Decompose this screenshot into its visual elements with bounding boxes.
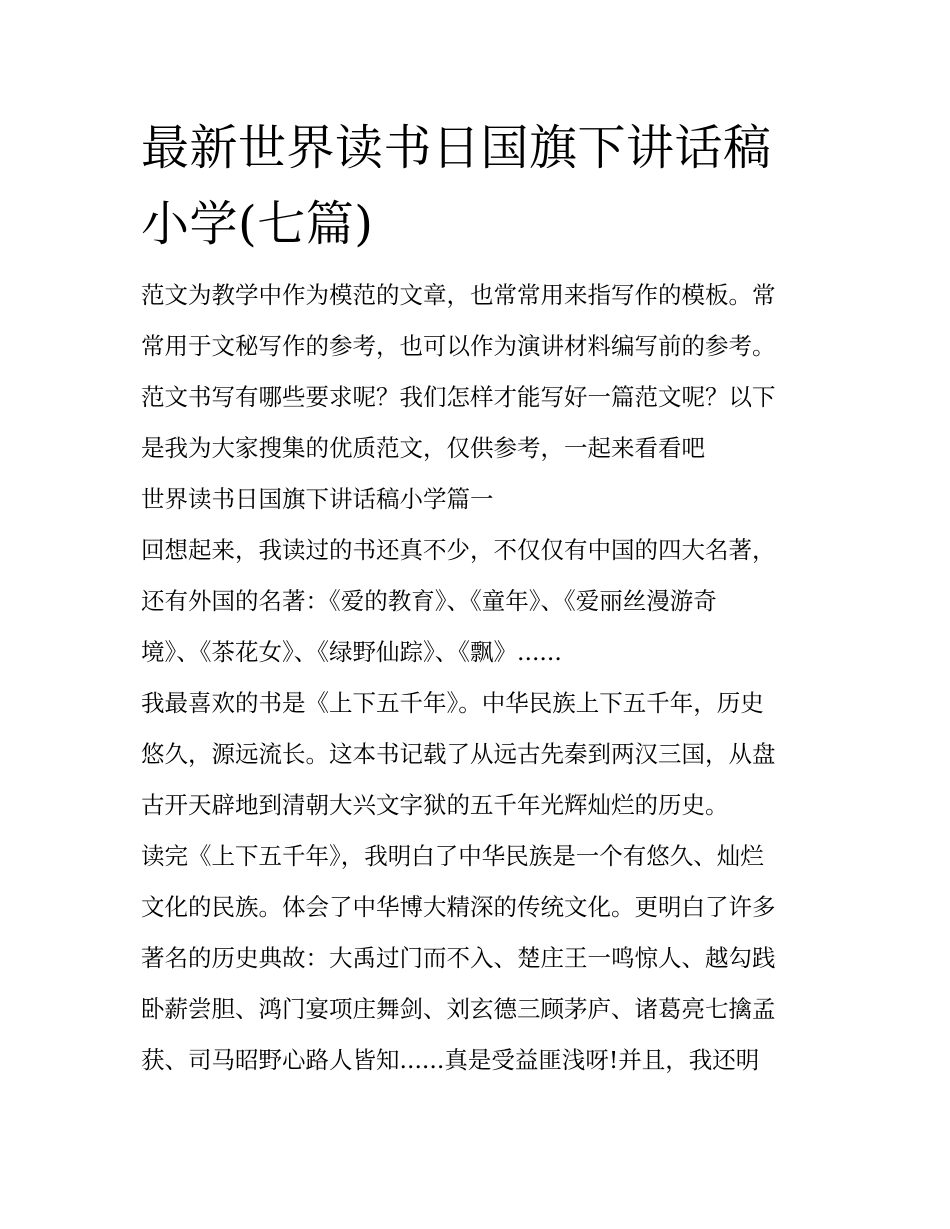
section-heading: [141, 474, 821, 525]
text-line: 常用于文秘写作的参考，也可以作为演讲材料编写前的参考。: [141, 332, 776, 360]
body-paragraph: [141, 831, 821, 1086]
document-body: [141, 110, 821, 1086]
text-line: 我最喜欢的书是《上下五千年》。中华民族上下五千年，历史: [141, 689, 764, 717]
text-line: 著名的历史典故：大禹过门而不入、楚庄王一鸣惊人、越勾践: [141, 944, 776, 972]
text-line: 还有外国的名著：《爱的教育》、《童年》、《爱丽丝漫游奇: [141, 587, 717, 615]
text-line: 悠久，源远流长。这本书记载了从远古先秦到两汉三国，从盘: [141, 740, 776, 768]
text-line: 回想起来，我读过的书还真不少，不仅仅有中国的四大名著，: [141, 536, 776, 564]
text-line: 世界读书日国旗下讲话稿小学篇一: [141, 485, 494, 513]
text-line: 境》、《茶花女》、《绿野仙踪》、《飘》......: [141, 638, 562, 666]
body-paragraph: [141, 678, 821, 831]
text-line: 范文为教学中作为模范的文章，也常常用来指写作的模板。常: [141, 281, 776, 309]
intro-paragraph: [141, 270, 821, 474]
text-line: 范文书写有哪些要求呢？我们怎样才能写好一篇范文呢？以下: [141, 383, 776, 411]
title-line: 小学(七篇): [141, 196, 374, 252]
body-paragraph: [141, 525, 821, 678]
text-line: 文化的民族。体会了中华博大精深的传统文化。更明白了许多: [141, 893, 776, 921]
title-line: 最新世界读书日国旗下讲话稿: [141, 120, 772, 176]
text-line: 读完《上下五千年》，我明白了中华民族是一个有悠久、灿烂: [141, 842, 764, 870]
text-line: 卧薪尝胆、鸿门宴项庄舞剑、刘玄德三顾茅庐、诸葛亮七擒孟: [141, 995, 776, 1023]
text-line: 古开天辟地到清朝大兴文字狱的五千年光辉灿烂的历史。: [141, 791, 729, 819]
document-title: [141, 110, 821, 262]
text-line: 是我为大家搜集的优质范文，仅供参考，一起来看看吧: [141, 434, 705, 462]
text-line: 获、司马昭野心路人皆知......真是受益匪浅呀!并且，我还明: [141, 1046, 760, 1074]
